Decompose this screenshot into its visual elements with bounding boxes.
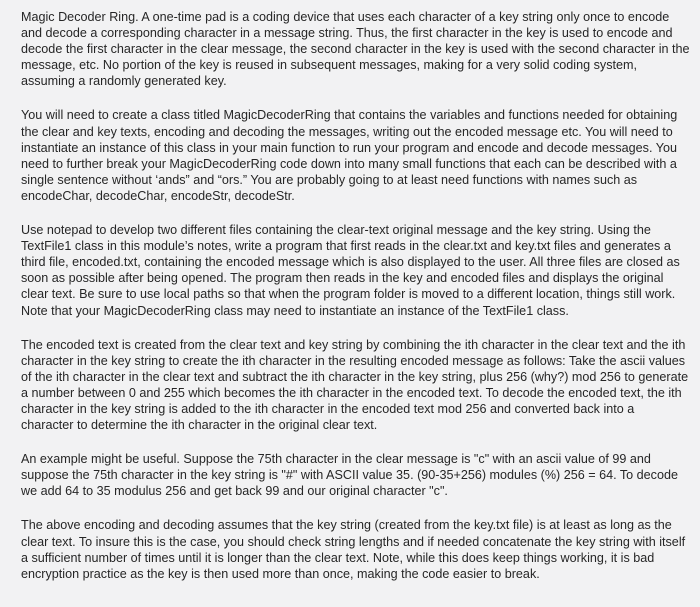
paragraph-intro: Magic Decoder Ring. A one-time pad is a coding device that uses each character of a key string only once to encode and decode a corresponding character in a message string. Thus, the first character in the key is used to encode and decode the first character in the clear message, the second character in the key is used with the second character in the message, etc. No portion of the key is reused in subsequent messages, making for a very solid coding system, assuming a randomly generated key. [21,10,690,89]
paragraph-file-handling: Use notepad to develop two different files containing the clear-text original message and the key string. Using the TextFile1 class in this module’s notes, write a program that first reads in the clear.txt and key.txt files and generates a third file, encoded.txt, containing the encoded message which is also displayed to the user. All three files are closed as soon as possible after being opened. The program then reads in the key and encoded files and displays the original clear text. Be sure to use local paths so that when the program folder is moved to a different location, things still work. Note that your MagicDecoderRing class may need to instantiate an instance of the TextFile1 class. [21,223,680,318]
paragraph-example: An example might be useful. Suppose the 75th character in the clear message is "c" with an ascii value of 99 and suppose the 75th character in the key string is "#" with ASCII value 35. (90-35+256) modules (%) 256 = 64. To decode we add 64 to 35 modulus 256 and get back 99 and our original character "c". [21,452,678,499]
paragraph-class-requirements: You will need to create a class titled MagicDecoderRing that contains the variables and functions needed for obtaining the clear and key texts, encoding and decoding the messages, writing out the encoded message etc. You will need to instantiate an instance of this class in your main function to run your program and encode and decode messages. You need to further break your MagicDecoderRing code down into many small functions that each can be described with a single sentence without ‘ands” and “ors.” You are probably going to at least need functions with names such as encodeChar, decodeChar, encodeStr, decodeStr. [21,108,678,203]
paragraph-encoding-algorithm: The encoded text is created from the clear text and key string by combining the ith character in the clear text and the ith character in the key string to create the ith character in the resulting encoded message as follows: Take the ascii values of the ith character in the clear text and subtract the ith character in the key string, plus 256 (why?) mod 256 to generate a number between 0 and 255 which becomes the ith character in the encoded text. To decode the encoded text, the ith character in the key string is added to the ith character in the encoded text mod 256 and converted back into a character to determine the ith character in the original clear text. [21,337,689,433]
paragraph-key-length: The above encoding and decoding assumes that the key string (created from the key.txt file) is at least as long as the clear text. To insure this is the case, you should check string lengths and if needed concatenate the key string with itself a sufficient number of times until it is longer than the clear text. Note, while this does keep things working, it is bad encryption practice as the key is then used more than once, making the code easier to break. [21,518,686,581]
